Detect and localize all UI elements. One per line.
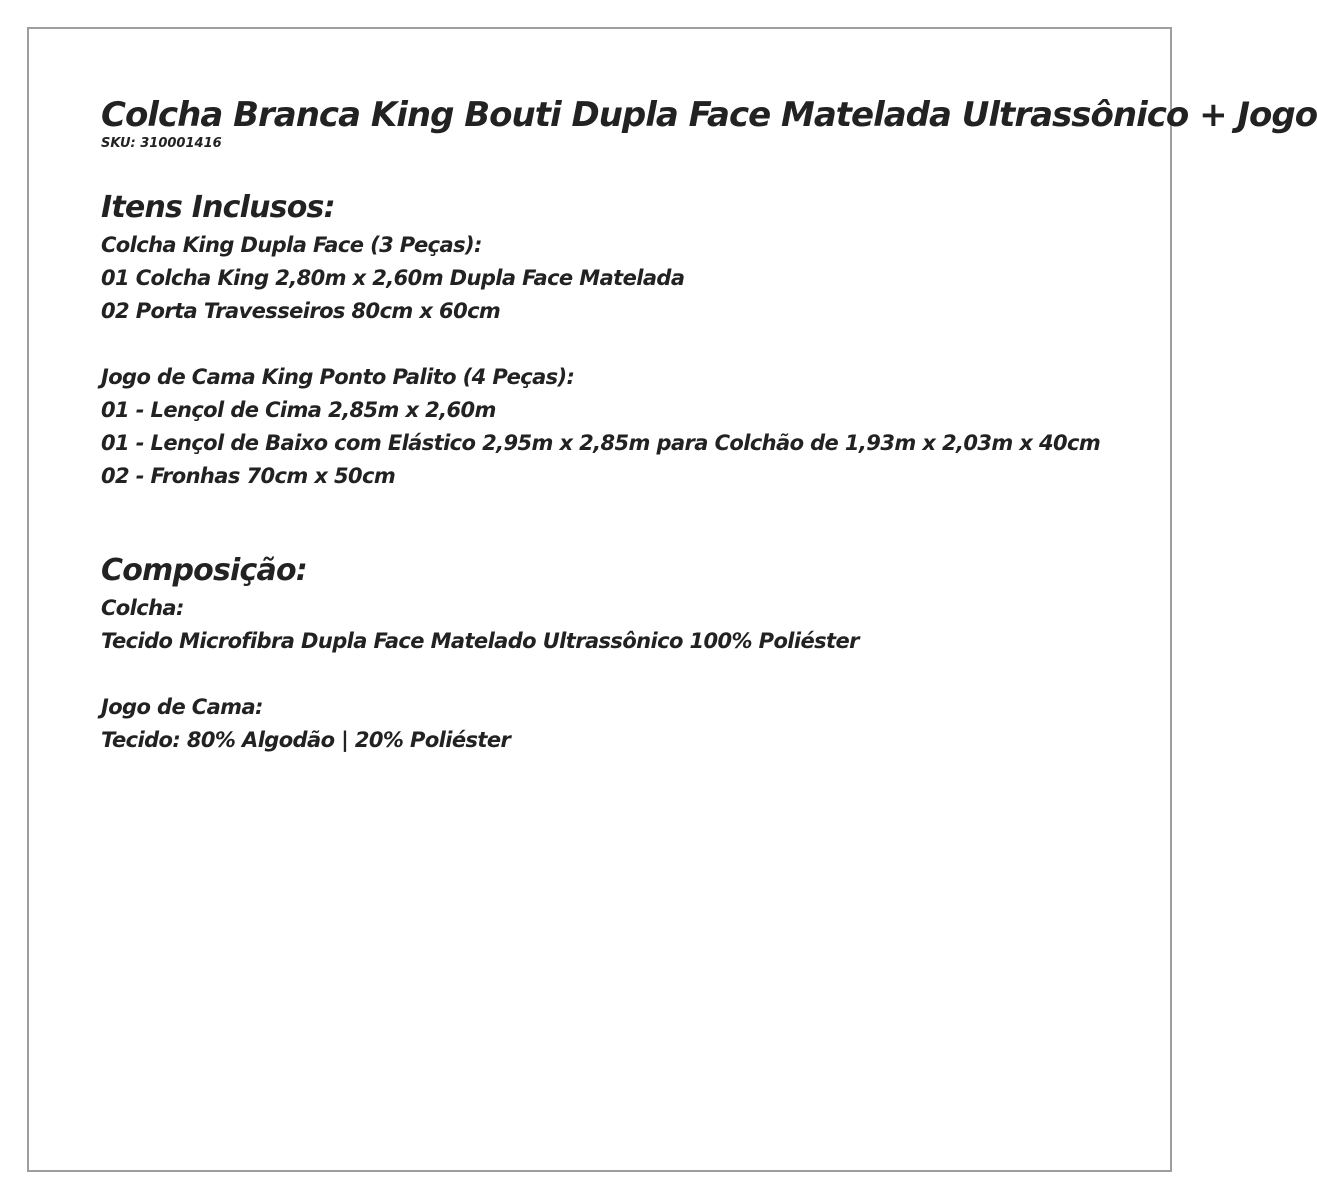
section-heading-composicao: Composição: [101, 553, 307, 588]
list-item: 02 - Fronhas 70cm x 50cm [101, 464, 396, 488]
list-item: Tecido: 80% Algodão | 20% Poliéster [101, 728, 511, 752]
product-sku: SKU: 310001416 [101, 136, 222, 151]
product-title: Colcha Branca King Bouti Dupla Face Matelada Ultrassônico + Jogo [101, 95, 1317, 135]
jogo-composition-subtitle: Jogo de Cama: [101, 695, 263, 719]
section-heading-itens-inclusos: Itens Inclusos: [101, 190, 335, 225]
list-item: 01 - Lençol de Baixo com Elástico 2,95m x 2,85m para Colchão de 1,93m x 2,03m x 40cm [101, 431, 1101, 455]
list-item: 02 Porta Travesseiros 80cm x 60cm [101, 299, 501, 323]
jogo-kit-subtitle: Jogo de Cama King Ponto Palito (4 Peças): [101, 365, 575, 389]
list-item: 01 - Lençol de Cima 2,85m x 2,60m [101, 398, 496, 422]
product-sheet [27, 27, 1317, 1172]
list-item: 01 Colcha King 2,80m x 2,60m Dupla Face Matelada [101, 266, 685, 290]
colcha-composition-subtitle: Colcha: [101, 596, 184, 620]
list-item: Tecido Microfibra Dupla Face Matelado Ultrassônico 100% Poliéster [101, 629, 859, 653]
colcha-kit-subtitle: Colcha King Dupla Face (3 Peças): [101, 233, 482, 257]
